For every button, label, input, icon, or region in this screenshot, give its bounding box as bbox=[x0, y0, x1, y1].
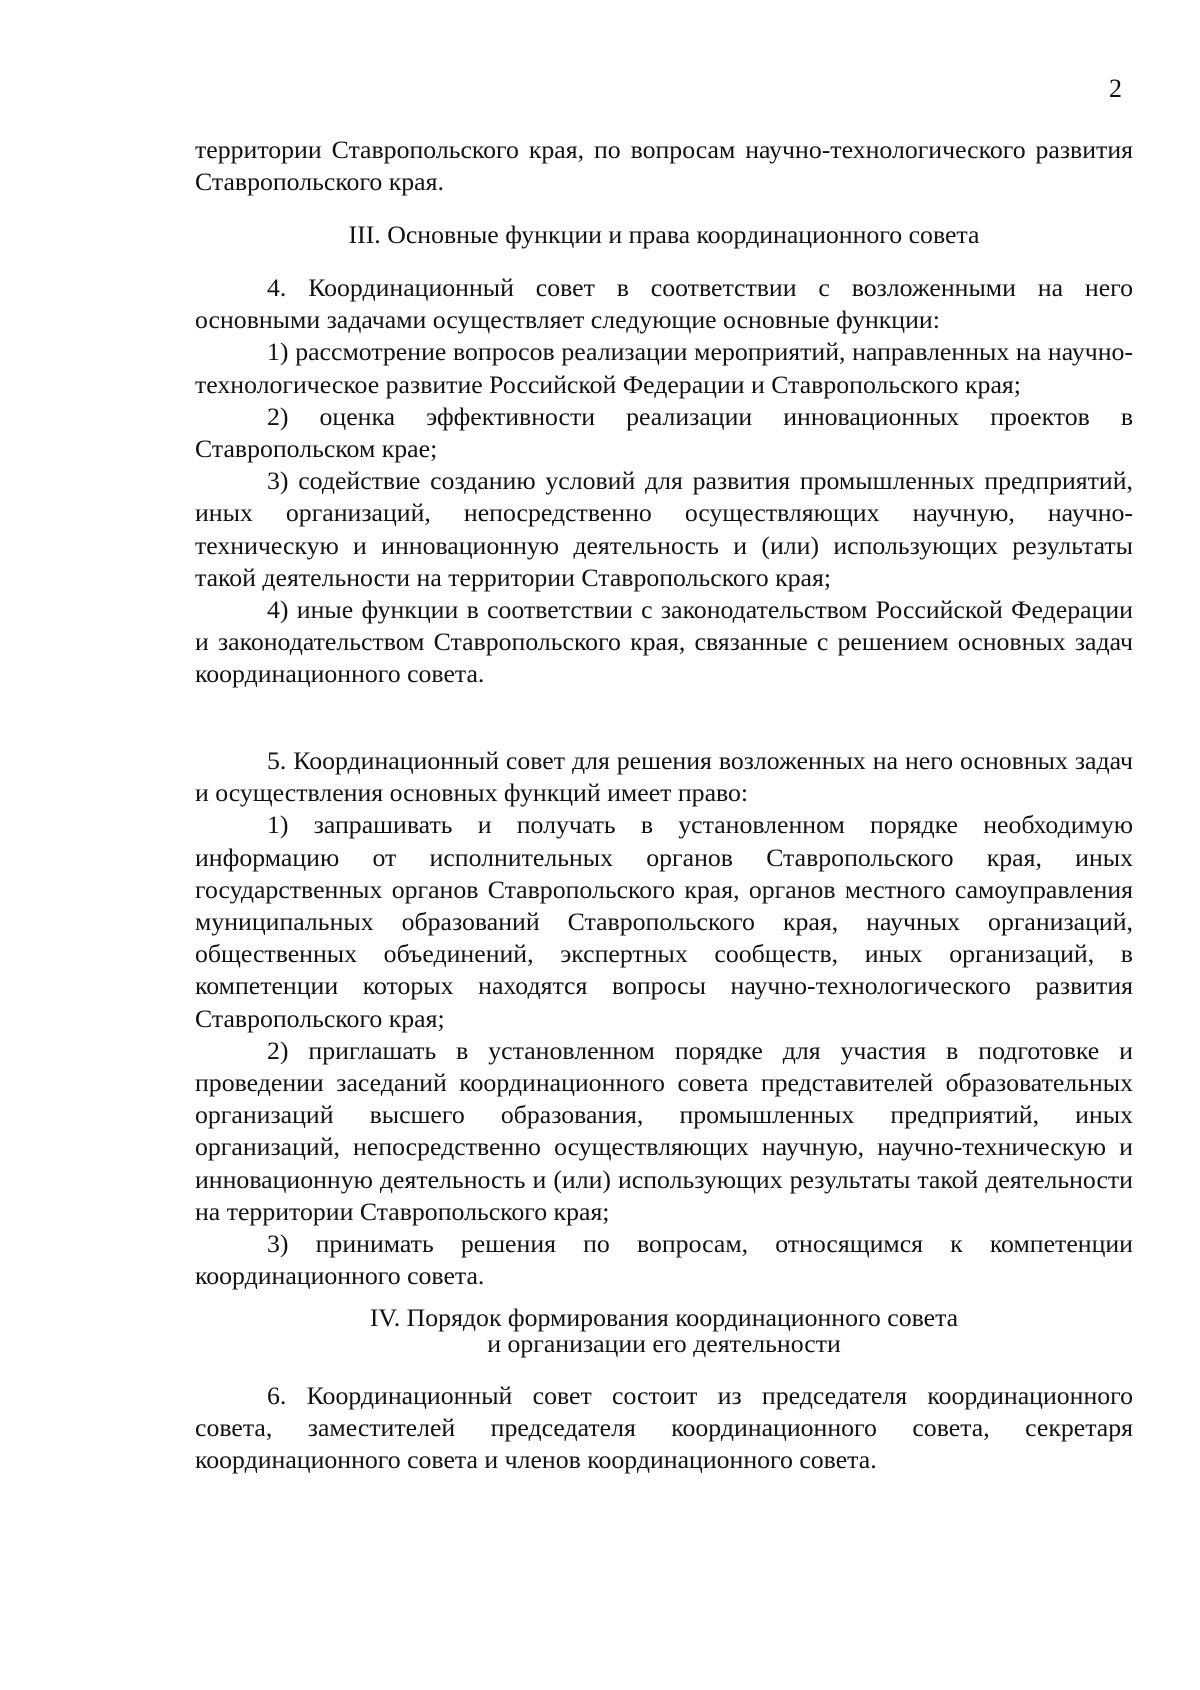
section-3-heading-block bbox=[195, 219, 1133, 251]
section-heading-line: IV. Порядок формирования координационного совета bbox=[369, 1303, 959, 1332]
page-number: 2 bbox=[1109, 74, 1122, 103]
item-6-block bbox=[195, 1380, 1133, 1477]
item-5-block bbox=[195, 745, 1133, 1292]
section-4-heading-block bbox=[195, 1305, 1133, 1357]
section-heading: III. Основные функции и права координационного совета bbox=[348, 220, 980, 249]
paragraph: территории Ставропольского края, по вопросам научно-технологического развития Ставропольского края. bbox=[195, 135, 1133, 197]
paragraph: 6. Координационный совет состоит из председателя координационного совета, заместителей председателя координационного совета, секретаря координационного совета и членов координационного совета. bbox=[195, 1381, 1133, 1475]
paragraph: 4. Координационный совет в соответствии с возложенными на него основными задачами осуществляет следующие основные функции: bbox=[195, 273, 1133, 335]
list-item: 2) приглашать в установленном порядке для участия в подготовке и проведении заседаний координационного совета представителей образовательных организаций высшего образования, промышленных предприятий, иных организаций, непосредственно осуществляющих научную, научно-техническую и инновационную деятельность и (или) использующих результаты такой деятельности на территории Ставропольского края; bbox=[195, 1035, 1133, 1226]
item-4-block bbox=[195, 272, 1133, 691]
list-item: 3) принимать решения по вопросам, относящимся к компетенции координационного совета. bbox=[195, 1229, 1133, 1291]
list-item: 4) иные функции в соответствии с законодательством Российской Федерации и законодательством Ставропольского края, связанные с решением основных задач координационного совета. bbox=[195, 595, 1133, 689]
paragraph: 5. Координационный совет для решения возложенных на него основных задач и осуществления основных функций имеет право: bbox=[195, 746, 1133, 808]
section-heading-line: и организации его деятельности bbox=[487, 1329, 841, 1358]
list-item: 2) оценка эффективности реализации инновационных проектов в Ставропольском крае; bbox=[195, 401, 1133, 464]
list-item: 3) содействие созданию условий для развития промышленных предприятий, иных организаций, непосредственно осуществляющих научную, научно-техническую и инновационную деятельность и (или) использующих результаты такой деятельности на территории Ставропольского края; bbox=[195, 466, 1133, 592]
list-item: 1) запрашивать и получать в установленном порядке необходимую информацию от исполнительных органов Ставропольского края, иных государственных органов Ставропольского края, органов местного самоуправления муниципальных образований Ставропольского края, научных организаций, общественных объединений, экспертных сообществ, иных организаций, в компетенции которых находятся вопросы научно-технологического развития Ставропольского края; bbox=[195, 810, 1133, 1033]
paragraph-continuation bbox=[195, 134, 1133, 198]
list-item: 1) рассмотрение вопросов реализации мероприятий, направленных на научно-технологическое развитие Российской Федерации и Ставропольского края; bbox=[195, 337, 1133, 399]
